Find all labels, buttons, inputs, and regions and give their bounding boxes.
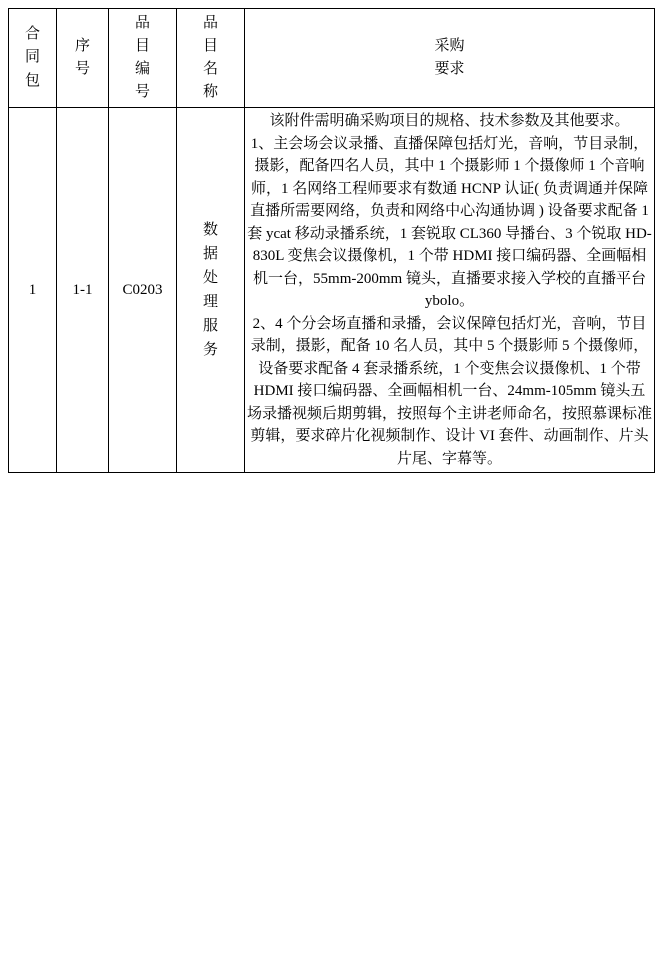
cell-item-name: 数 据 处 理 服 务	[177, 108, 245, 473]
cell-purchase-requirement	[245, 108, 655, 473]
column-header-contract-package: 合 同 包	[9, 9, 57, 108]
requirement-paragraph: 该附件需明确采购项目的规格、技术参数及其他要求。	[269, 113, 630, 129]
table-row	[9, 108, 655, 473]
procurement-requirements-table	[8, 8, 655, 473]
cell-sequence-number: 1-1	[57, 108, 109, 473]
table-body	[9, 108, 655, 473]
column-header-item-name: 品 目 名 称	[177, 9, 245, 108]
table-header-row	[9, 9, 655, 108]
table-header	[9, 9, 655, 108]
requirement-paragraph: 1、主会场会议录播、直播保障包括灯光，音响，节目录制，摄影，配备四名人员，其中 1 个摄影师 1 个摄像师 1 个音响师，1 名网络工程师要求有数通 HCNP 认证( 负责调通并保障直播所需要网络，负责和网络中心沟通协调 ) 设备要求配备 1 套 ycat 移动录播系统，1 套锐取 CL360 导播台、3 个锐取 HD-830L 变焦会议摄像机，1 个带 HDMI 接口编码器、全画幅相机一台，55mm-200mm 镜头，直播要求接入学校的直播平台 ybolo。	[247, 135, 652, 309]
column-header-sequence-number: 序 号	[57, 9, 109, 108]
column-header-purchase-requirement: 采购 要求	[245, 9, 655, 108]
cell-contract-package: 1	[9, 108, 57, 473]
requirement-paragraph: 2、4 个分会场直播和录播，会议保障包括灯光，音响，节目录制，摄影，配备 10 名人员，其中 5 个摄影师 5 个摄像师，设备要求配备 4 套录播系统，1 个变焦会议摄像机、1 个带 HDMI 接口编码器、全画幅相机一台、24mm-105mm 镜头五场录播视频后期剪辑，按照每个主讲老师命名，按照慕课标准剪辑，要求碎片化视频制作、设计 VI 套件、动画制作、片头片尾、字幕等。	[247, 315, 653, 467]
cell-item-code: C0203	[109, 108, 177, 473]
column-header-item-code: 品 目 编 号	[109, 9, 177, 108]
